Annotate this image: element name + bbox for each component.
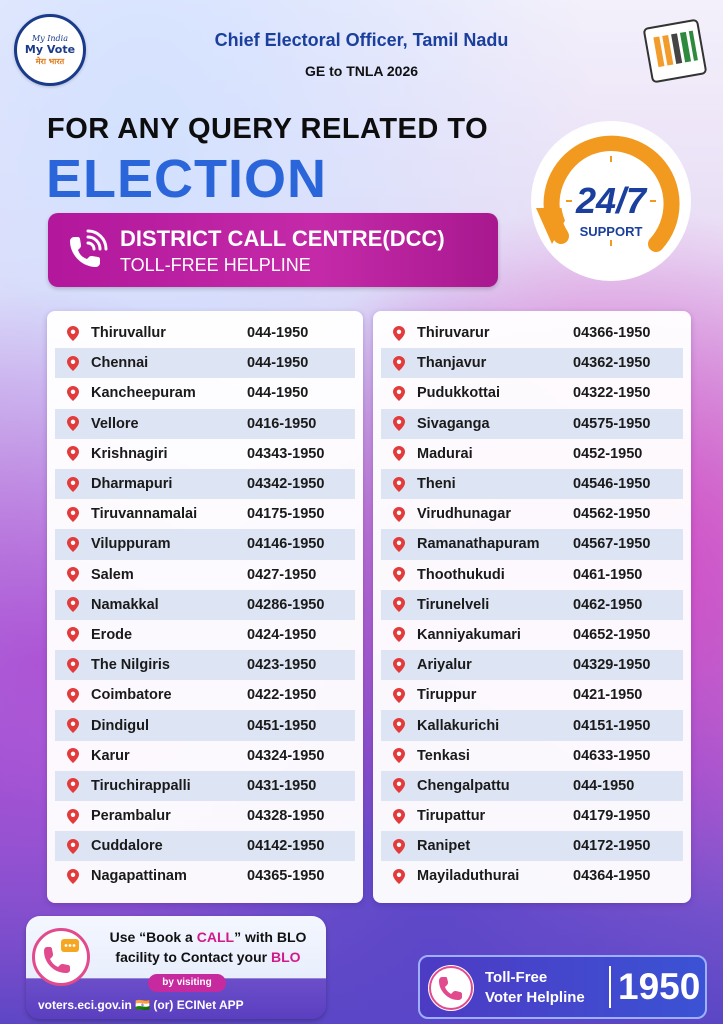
district-row [381, 650, 683, 680]
location-pin-icon [67, 386, 79, 401]
location-pin-icon [67, 839, 79, 854]
district-name: Salem [91, 566, 134, 583]
district-phone-number[interactable]: 0421-1950 [573, 687, 643, 704]
district-row [55, 620, 355, 650]
district-row [55, 439, 355, 469]
district-name: Chennai [91, 355, 149, 372]
district-row [55, 348, 355, 378]
district-name: Thoothukudi [417, 566, 505, 583]
district-row [55, 831, 355, 861]
page-subtitle: GE to TNLA 2026 [304, 63, 419, 79]
district-row [381, 439, 683, 469]
helpline-number[interactable]: 1950 [618, 966, 701, 1007]
district-name: Kancheepuram [91, 385, 196, 402]
district-list-left [47, 311, 363, 903]
location-pin-icon [393, 446, 405, 461]
district-phone-number[interactable]: 0427-1950 [247, 566, 317, 583]
district-phone-number[interactable]: 04142-1950 [247, 838, 325, 855]
district-row [55, 499, 355, 529]
district-row [381, 710, 683, 740]
helpline-label1: Toll-Free [485, 969, 548, 986]
location-pin-icon [67, 809, 79, 824]
district-row [55, 409, 355, 439]
logo-line2: My Vote [24, 42, 76, 56]
district-phone-number[interactable]: 044-1950 [247, 325, 309, 342]
query-heading: FOR ANY QUERY RELATED TO [47, 113, 489, 145]
location-pin-icon [393, 688, 405, 703]
district-phone-number[interactable]: 0461-1950 [573, 566, 643, 583]
district-row [381, 378, 683, 408]
phone-chat-icon [32, 928, 90, 986]
district-row [55, 710, 355, 740]
eci-logo-icon [640, 18, 710, 88]
district-name: Karur [91, 747, 130, 764]
district-phone-number[interactable]: 04342-1950 [247, 476, 325, 493]
dcc-title: DISTRICT CALL CENTRE(DCC) [120, 226, 445, 251]
location-pin-icon [67, 597, 79, 612]
district-name: Namakkal [91, 596, 159, 613]
location-pin-icon [393, 416, 405, 431]
district-name: Viluppuram [91, 536, 171, 553]
district-phone-number[interactable]: 0431-1950 [247, 777, 317, 794]
district-name: Pudukkottai [417, 385, 500, 402]
district-row [55, 469, 355, 499]
district-phone-number[interactable]: 04151-1950 [573, 717, 651, 734]
district-name: Ariyalur [417, 657, 472, 674]
district-name: Tenkasi [417, 747, 470, 764]
district-row [381, 801, 683, 831]
district-name: Krishnagiri [91, 445, 168, 462]
district-name: Theni [417, 476, 456, 493]
district-row [381, 771, 683, 801]
district-row [381, 499, 683, 529]
location-pin-icon [393, 748, 405, 763]
district-row [55, 741, 355, 771]
location-pin-icon [67, 477, 79, 492]
district-name: Kanniyakumari [417, 626, 521, 643]
district-name: Tirupattur [417, 808, 486, 825]
district-name: Thiruvallur [91, 325, 166, 342]
district-name: Dindigul [91, 717, 149, 734]
district-phone-number[interactable]: 044-1950 [247, 355, 309, 372]
district-phone-number[interactable]: 04365-1950 [247, 868, 325, 885]
district-row [381, 590, 683, 620]
district-name: Chengalpattu [417, 777, 510, 794]
book-a-call-line1: Use “Book a CALL” with BLO [109, 929, 307, 945]
district-name: Madurai [417, 445, 473, 462]
district-row [381, 318, 683, 348]
district-name: Mayiladuthurai [417, 868, 520, 885]
location-pin-icon [67, 416, 79, 431]
district-phone-number[interactable]: 04328-1950 [247, 808, 325, 825]
district-phone-number[interactable]: 044-1950 [573, 777, 635, 794]
district-phone-number[interactable]: 04175-1950 [247, 506, 325, 523]
district-phone-number[interactable]: 0452-1950 [573, 445, 643, 462]
location-pin-icon [67, 507, 79, 522]
location-pin-icon [393, 326, 405, 341]
district-row [55, 650, 355, 680]
location-pin-icon [67, 537, 79, 552]
district-row [55, 318, 355, 348]
location-pin-icon [67, 567, 79, 582]
district-phone-number[interactable]: 04567-1950 [573, 536, 651, 553]
district-row [381, 831, 683, 861]
election-heading: ELECTION [46, 149, 328, 209]
location-pin-icon [393, 386, 405, 401]
district-phone-number[interactable]: 0416-1950 [247, 415, 317, 432]
district-name: Sivaganga [417, 415, 490, 432]
district-phone-number[interactable]: 04362-1950 [573, 355, 651, 372]
location-pin-icon [393, 597, 405, 612]
district-name: Tiruvannamalai [91, 506, 198, 523]
location-pin-icon [67, 688, 79, 703]
district-name: Thanjavur [417, 355, 487, 372]
district-name: Tiruchirappalli [91, 777, 191, 794]
district-phone-number[interactable]: 04633-1950 [573, 747, 651, 764]
district-name: Tiruppur [417, 687, 477, 704]
helpline-divider [609, 966, 611, 1008]
district-row [55, 590, 355, 620]
district-name: Nagapattinam [91, 868, 187, 885]
district-row [55, 680, 355, 710]
phone-icon [428, 965, 474, 1011]
district-name: Virudhunagar [417, 506, 511, 523]
support-badge-label: SUPPORT [579, 224, 643, 239]
district-row [55, 378, 355, 408]
support-badge-text: 24/7 [575, 180, 647, 221]
phone-call-icon [64, 229, 108, 273]
district-phone-number[interactable]: 0462-1950 [573, 596, 643, 613]
district-phone-number[interactable]: 0451-1950 [247, 717, 317, 734]
district-phone-number[interactable]: 04146-1950 [247, 536, 325, 553]
location-pin-icon [67, 869, 79, 884]
district-phone-number[interactable]: 04324-1950 [247, 747, 325, 764]
district-phone-number[interactable]: 0423-1950 [247, 657, 317, 674]
district-row [381, 529, 683, 559]
district-phone-number[interactable]: 04575-1950 [573, 415, 651, 432]
helpline-label2: Voter Helpline [485, 989, 585, 1006]
district-row [381, 469, 683, 499]
district-row [381, 560, 683, 590]
location-pin-icon [67, 748, 79, 763]
logo-line3: मेरा भारत [35, 56, 65, 66]
location-pin-icon [393, 809, 405, 824]
district-name: Kallakurichi [417, 717, 500, 734]
district-phone-number[interactable]: 0424-1950 [247, 626, 317, 643]
district-phone-number[interactable]: 04179-1950 [573, 808, 651, 825]
district-row [55, 560, 355, 590]
district-name: Tirunelveli [417, 596, 490, 613]
district-phone-number[interactable]: 04286-1950 [247, 596, 325, 613]
district-row [55, 801, 355, 831]
district-phone-number[interactable]: 044-1950 [247, 385, 309, 402]
district-phone-number[interactable]: 04546-1950 [573, 476, 651, 493]
district-name: Ramanathapuram [417, 536, 540, 553]
location-pin-icon [67, 658, 79, 673]
district-row [381, 348, 683, 378]
location-pin-icon [393, 627, 405, 642]
district-row [381, 409, 683, 439]
location-pin-icon [393, 537, 405, 552]
location-pin-icon [393, 567, 405, 582]
district-phone-number[interactable]: 04364-1950 [573, 868, 651, 885]
logo-line1: My India [31, 33, 68, 43]
location-pin-icon [393, 507, 405, 522]
district-name: Cuddalore [91, 838, 163, 855]
dcc-subtitle: TOLL-FREE HELPLINE [120, 255, 311, 275]
district-row [381, 620, 683, 650]
district-name: Erode [91, 626, 133, 643]
location-pin-icon [67, 778, 79, 793]
district-name: Coimbatore [91, 687, 172, 704]
district-phone-number[interactable]: 04329-1950 [573, 657, 651, 674]
district-row [381, 680, 683, 710]
book-a-call-line2: facility to Contact your BLO [115, 949, 301, 965]
voters-portal-link[interactable]: voters.eci.gov.in 🇮🇳 (or) ECINet APP [38, 998, 244, 1012]
district-row [55, 771, 355, 801]
district-name: The Nilgiris [91, 657, 170, 674]
location-pin-icon [67, 356, 79, 371]
location-pin-icon [393, 356, 405, 371]
location-pin-icon [393, 869, 405, 884]
location-pin-icon [67, 446, 79, 461]
district-name: Dharmapuri [91, 476, 173, 493]
district-phone-number[interactable]: 04322-1950 [573, 385, 651, 402]
page-title: Chief Electoral Officer, Tamil Nadu [214, 30, 509, 50]
district-row [55, 529, 355, 559]
district-phone-number[interactable]: 04172-1950 [573, 838, 651, 855]
location-pin-icon [393, 839, 405, 854]
location-pin-icon [67, 627, 79, 642]
district-name: Ranipet [417, 838, 471, 855]
district-phone-number[interactable]: 04652-1950 [573, 626, 651, 643]
district-name: Perambalur [91, 808, 171, 825]
district-phone-number[interactable]: 0422-1950 [247, 687, 317, 704]
district-phone-number[interactable]: 04343-1950 [247, 445, 325, 462]
location-pin-icon [67, 326, 79, 341]
district-phone-number[interactable]: 04366-1950 [573, 325, 651, 342]
district-list-right [373, 311, 691, 903]
district-row [381, 741, 683, 771]
district-phone-number[interactable]: 04562-1950 [573, 506, 651, 523]
location-pin-icon [393, 477, 405, 492]
location-pin-icon [67, 718, 79, 733]
location-pin-icon [393, 658, 405, 673]
location-pin-icon [393, 718, 405, 733]
district-row [381, 861, 683, 891]
district-row [55, 861, 355, 891]
district-name: Vellore [91, 415, 139, 432]
district-name: Thiruvarur [417, 325, 490, 342]
location-pin-icon [393, 778, 405, 793]
by-visiting-pill: by visiting [148, 974, 226, 992]
